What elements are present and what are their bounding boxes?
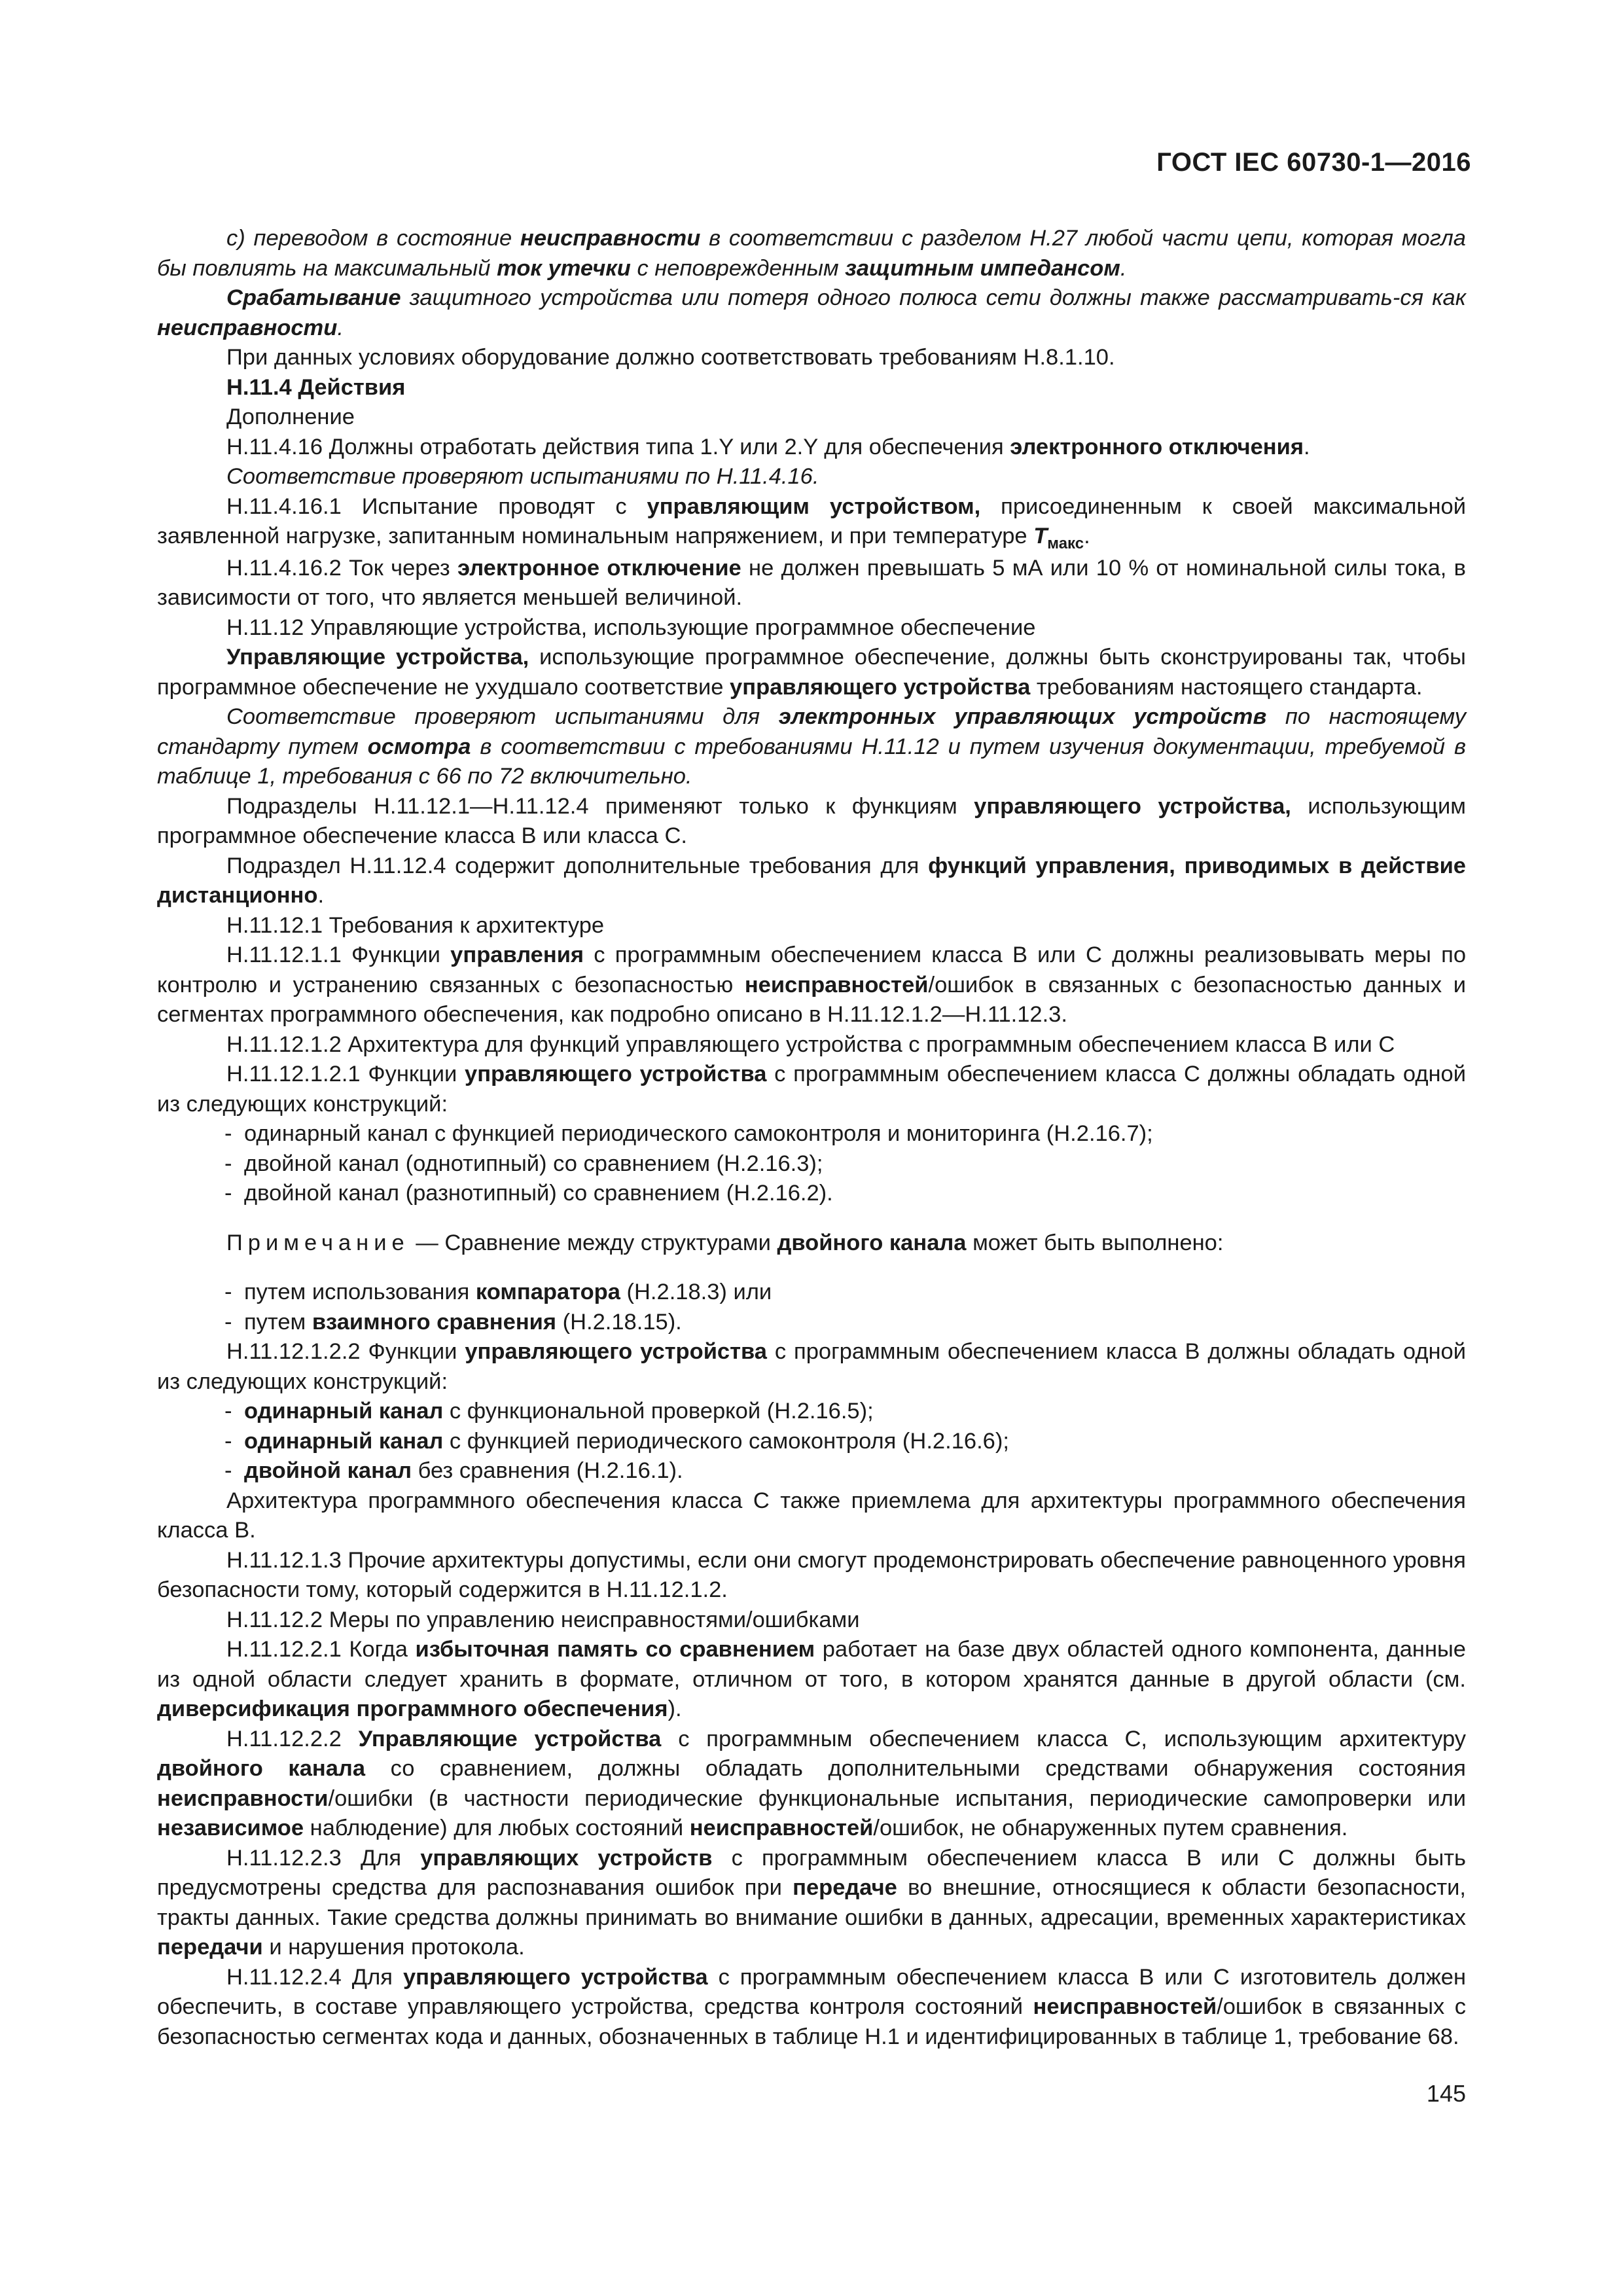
term: неисправности [520, 226, 701, 251]
paragraph-h-11-12-1-3: Н.11.12.1.3 Прочие архитектуры допустимы, если они смогут продемонстрировать обеспечение равноценного уровня безопасности тому, который содержится в Н.11.12.1.2. [157, 1547, 1466, 1602]
text: Подраздел Н.11.12.4 содержит дополнительные требования для [226, 853, 929, 878]
text: путем использования [244, 1280, 476, 1304]
term: избыточная память со сравнением [415, 1637, 815, 1662]
paragraph-h-11-4-16 [157, 433, 1466, 463]
paragraph-item-c [157, 224, 1466, 283]
term: неисправности [157, 315, 338, 340]
term: функций управления, приводимых в действие дистанционно [157, 853, 1466, 908]
term: электронное отключение [457, 555, 741, 581]
term: управляющего устройства [465, 1062, 767, 1086]
list-item [224, 1427, 1466, 1457]
section-heading-h-11-12: Н.11.12 Управляющие устройства, использующие программное обеспечение [226, 615, 1036, 640]
list-item [224, 1278, 1466, 1308]
term: Срабатывание [226, 285, 401, 310]
text: с программным обеспечением класса В или С изготовитель должен обеспечить, в составе управляющего устройства, средства контроля состояний [157, 1964, 1467, 2019]
list-item: - двойной канал (разнотипный) со сравнением (Н.2.16.2). [224, 1179, 1466, 1209]
term: электронных управляющих устройств [778, 704, 1267, 729]
text: . [337, 315, 344, 340]
paragraph-subsection-h-11-12-4 [157, 852, 1466, 911]
text: ). [668, 1696, 682, 1721]
paragraph-h-11-12-2-1 [157, 1635, 1466, 1725]
text: использующие программное обеспечение, должны быть сконструированы так, чтобы программное обеспечение не ухудшало соответствие [157, 645, 1466, 700]
standard-designation: ГОСТ IEC 60730-1—2016 [1156, 148, 1471, 177]
section-heading-h-11-4: Н.11.4 Действия [226, 374, 406, 400]
term: осмотра [367, 734, 471, 759]
text: . [1304, 434, 1310, 459]
text: Н.11.4.16.2 Ток через [226, 555, 457, 581]
text: Н.11.4.16.1 Испытание проводят с [226, 493, 647, 519]
paragraph-h-11-12-1-2-1 [157, 1060, 1466, 1119]
text: и нарушения протокола. [262, 1935, 525, 1960]
class-b-architectures-list [157, 1397, 1466, 1486]
page-number: 145 [1426, 2080, 1466, 2107]
text: защитного устройства или потеря одного полюса сети должны также рассматривать-ся как [401, 285, 1466, 310]
term: компаратора [475, 1280, 620, 1304]
term: двойной канал [244, 1458, 412, 1483]
list-item: - двойной канал (однотипный) со сравнением (Н.2.16.3); [224, 1149, 1466, 1179]
paragraph-h-11-12-2-3 [157, 1844, 1466, 1963]
document-body [157, 224, 1466, 2052]
text: присоединенным к своей максимальной заявленной нагрузке, запитанным номинальным напряжением, и при температуре [157, 493, 1466, 548]
term: неисправностей [744, 972, 929, 997]
paragraph-addition: Дополнение [226, 404, 355, 429]
text: использующим программное обеспечение класса В или класса С. [157, 793, 1466, 848]
note-label: Примечание [226, 1230, 410, 1255]
list-item: - одинарный канал с функцией периодического самоконтроля и мониторинга (Н.2.16.7); [224, 1119, 1466, 1149]
paragraph-h-11-4-16-1 [157, 492, 1466, 554]
section-heading-h-11-12-1-2: Н.11.12.1.2 Архитектура для функций управляющего устройства с программным обеспечением класса В или С [226, 1031, 1395, 1057]
term: одинарный канал [244, 1399, 444, 1424]
term: независимое [157, 1816, 304, 1840]
text: . [1120, 255, 1127, 281]
term: двойного канала [777, 1230, 967, 1255]
paragraph-h-11-12-2-2 [157, 1725, 1466, 1844]
text: с функцией периодического самоконтроля (Н.2.16.6); [443, 1428, 1009, 1454]
term: передаче [793, 1875, 897, 1900]
text: с программным обеспечением класса В должны обладать одной из следующих конструкций: [157, 1339, 1466, 1394]
text: Н.11.12.2.2 [226, 1726, 359, 1751]
text: Н.11.12.2.4 Для [226, 1964, 403, 1990]
text: в соответствии с разделом Н.27 любой части цепи, которая могла бы повлиять на максимальный [157, 226, 1466, 281]
text: наблюдение) для любых состояний [304, 1816, 690, 1840]
paragraph-h-11-12-1-2-2 [157, 1337, 1466, 1397]
paragraph-compliance-h-11-4-16: Соответствие проверяют испытаниями по Н.11.4.16. [226, 464, 819, 489]
text: Соответствие проверяют испытаниями для [226, 704, 779, 729]
text: без сравнения (Н.2.16.1). [412, 1458, 683, 1483]
paragraph-conditions: При данных условиях оборудование должно соответствовать требованиям Н.8.1.10. [226, 345, 1115, 370]
paragraph-subsections-scope [157, 792, 1466, 852]
term: одинарный канал [244, 1428, 444, 1454]
term: управления [450, 942, 584, 967]
term: электронного отключения [1010, 434, 1304, 459]
text: во внешние, относящиеся к области безопасности, тракты данных. Такие средства должны принимать во внимание ошибки в данных, адресации, временных характеристиках [157, 1875, 1466, 1930]
term: Управляющие устройства, [226, 645, 529, 670]
term: ток утечки [497, 255, 631, 281]
paragraph-software-controls [157, 643, 1466, 702]
term: управляющего устройства [730, 674, 1031, 700]
term: управляющего устройства [402, 1964, 708, 1990]
text: Подразделы Н.11.12.1—Н.11.12.4 применяют только к функциям [226, 793, 974, 819]
term: Управляющие устройства [358, 1726, 662, 1751]
text: /ошибок в связанных с безопасностью данных и сегментах программного обеспечения, как подробно описано в Н.11.12.1.2—Н.11.12.3. [157, 972, 1466, 1027]
text: /ошибки (в частности периодические функциональные испытания, периодические самопроверки или [328, 1785, 1466, 1811]
paragraph-class-c-acceptable: Архитектура программного обеспечения класса С также приемлема для архитектуры программного обеспечения класса В. [157, 1488, 1466, 1543]
list-item [224, 1397, 1466, 1427]
text: Н.11.4.16 Должны отработать действия типа 1.Y или 2.Y для обеспечения [226, 434, 1010, 459]
text: c) переводом в состояние [226, 226, 520, 251]
term: неисправности [157, 1785, 329, 1811]
text: с неповрежденным [630, 255, 846, 281]
text: Н.11.12.1.2.1 Функции [226, 1062, 465, 1086]
term: взаимного сравнения [312, 1309, 557, 1335]
text: Н.11.12.2.3 Для [226, 1845, 421, 1871]
text: — Сравнение между структурами [409, 1230, 777, 1255]
term: управляющих устройств [420, 1845, 713, 1871]
term: управляющего устройства, [974, 793, 1291, 819]
text: требованиям настоящего стандарта. [1030, 674, 1423, 700]
list-item [224, 1456, 1466, 1486]
paragraph-tripping [157, 283, 1466, 343]
paragraph-h-11-12-2-4 [157, 1963, 1466, 2053]
text: с программным обеспечением класса С, использующим архитектуру [661, 1726, 1467, 1751]
note [157, 1229, 1466, 1259]
text: работает на базе двух областей одного компонента, данные из одной области следует хранить в формате, отличном от того, в котором хранятся данные в другой области (см. [157, 1637, 1466, 1692]
text: с программным обеспечением класса В или С должны быть предусмотрены средства для распознавания ошибок при [157, 1845, 1467, 1900]
text: /ошибок, не обнаруженных путем сравнения. [873, 1816, 1348, 1840]
term: диверсификация программного обеспечения [157, 1696, 668, 1721]
text: в соответствии с требованиями Н.11.12 и путем изучения документации, требуемой в таблице 1, требования с 66 по 72 включительно. [157, 734, 1466, 789]
text: Н.11.12.2.1 Когда [226, 1637, 416, 1662]
paragraph-h-11-4-16-2 [157, 554, 1466, 613]
text: путем [244, 1309, 312, 1335]
temperature-subscript: макс [1047, 535, 1084, 552]
text: /ошибок в связанных с безопасностью сегментах кода и данных, обозначенных в таблице Н.1 и идентифицированных в таблице 1, требование 68. [157, 1994, 1466, 2049]
text: с программным обеспечением класса В или С должны реализовывать меры по контролю и устранению связанных с безопасностью [157, 942, 1467, 997]
term: управляющего устройства [465, 1339, 767, 1364]
list-item [224, 1308, 1466, 1338]
text: (Н.2.18.15). [556, 1309, 682, 1335]
text: (Н.2.18.3) или [620, 1280, 772, 1304]
text: не должен превышать 5 мА или 10 % от номинальной силы тока, в зависимости от того, что является меньшей величиной. [157, 555, 1466, 610]
text: со сравнением, должны обладать дополнительными средствами обнаружения состояния [365, 1756, 1466, 1781]
section-heading-h-11-12-2: Н.11.12.2 Меры по управлению неисправностями/ошибками [226, 1607, 860, 1632]
term: неисправностей [1033, 1994, 1217, 2019]
text: с функциональной проверкой (Н.2.16.5); [443, 1399, 874, 1424]
text: Н.11.12.1.1 Функции [226, 942, 451, 967]
term: неисправностей [689, 1816, 874, 1840]
paragraph-compliance-h-11-12 [157, 702, 1466, 792]
text: с программным обеспечением класса С должны обладать одной из следующих конструкций: [157, 1062, 1466, 1117]
text: Н.11.12.1.2.2 Функции [226, 1339, 465, 1364]
temperature-symbol: T [1033, 524, 1048, 548]
term: защитным импедансом [845, 255, 1120, 281]
text: . [317, 883, 325, 908]
term: управляющим устройством, [647, 493, 981, 519]
paragraph-h-11-12-1-1 [157, 941, 1466, 1030]
comparison-methods-list [157, 1278, 1466, 1337]
text: может быть выполнено: [966, 1230, 1224, 1255]
term: двойного канала [157, 1756, 366, 1781]
section-heading-h-11-12-1: Н.11.12.1 Требования к архитектуре [226, 912, 605, 938]
term: передачи [157, 1935, 263, 1960]
text: по настоящему стандарту путем [157, 704, 1466, 759]
class-c-architectures-list [157, 1119, 1466, 1209]
text: . [1084, 524, 1090, 548]
